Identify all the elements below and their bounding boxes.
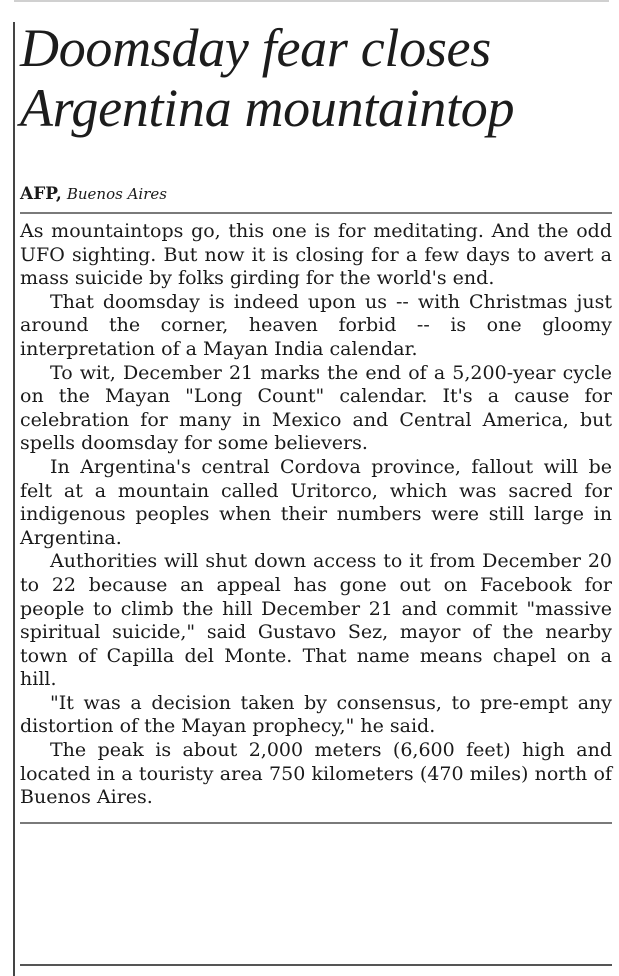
paragraph: As mountaintops go, this one is for meditating. And the odd UFO sighting. But now it is closing for a few days to avert a mass suicide by folks girding for the world's end.	[20, 220, 612, 290]
paragraph: Authorities will shut down access to it from December 20 to 22 because an appeal has gone out on Facebook for people to climb the hill December 21 and commit "massive spiritual suicide," said Gustavo Sez, mayor of the nearby town of Capilla del Monte. That name means chapel on a hill.	[20, 550, 612, 691]
byline-divider	[20, 212, 612, 214]
column-rule	[13, 22, 15, 976]
paragraph: To wit, December 21 marks the end of a 5,200-year cycle on the Mayan "Long Count" calendar. It's a cause for celebration for many in Mexico and Central America, but spells doomsday for some believers.	[20, 361, 612, 455]
top-border	[14, 0, 609, 2]
article-end-divider	[20, 822, 612, 824]
paragraph: The peak is about 2,000 meters (6,600 feet) high and located in a touristy area 750 kilometers (470 miles) north of Buenos Aires.	[20, 739, 612, 809]
paragraph: In Argentina's central Cordova province, fallout will be felt at a mountain called Uritorco, which was sacred for indigenous peoples when their numbers were still large in Argentina.	[20, 455, 612, 549]
headline	[20, 18, 612, 138]
headline-line-1: Doomsday fear closes	[20, 18, 491, 78]
headline-line-2: Argentina mountaintop	[20, 78, 515, 138]
byline-city: Buenos Aires	[66, 185, 167, 203]
article-body	[20, 220, 612, 810]
paragraph: That doomsday is indeed upon us -- with Christmas just around the corner, heaven forbid -- is one gloomy interpretation of a Mayan India calendar.	[20, 290, 612, 360]
bottom-divider	[20, 964, 612, 966]
news-article	[20, 18, 612, 824]
paragraph: "It was a decision taken by consensus, to pre-empt any distortion of the Mayan prophecy," he said.	[20, 691, 612, 738]
byline-agency: AFP,	[20, 184, 62, 204]
byline	[20, 184, 612, 204]
